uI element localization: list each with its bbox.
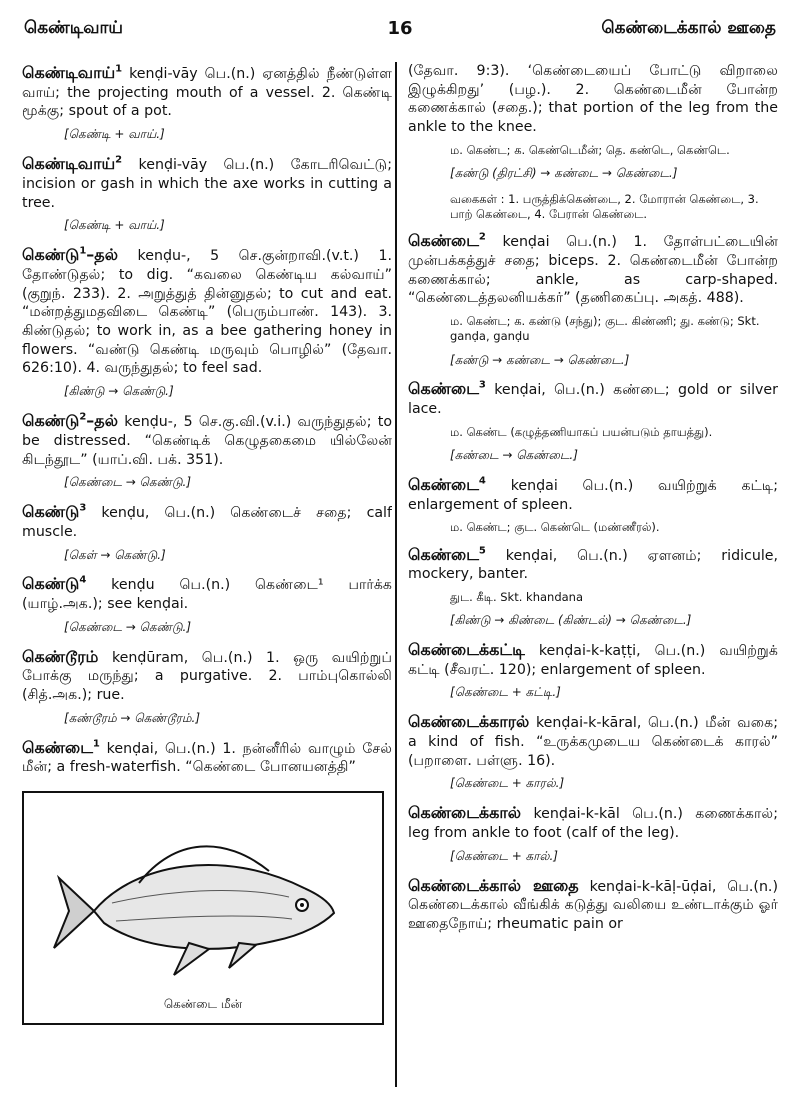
header-right-guideword: கெண்டைக்கால் ஊதை [601,18,776,38]
entry-superscript: 2 [79,411,87,423]
dictionary-entry [22,737,392,777]
entry-etymology: [கண்டு → கண்டை → கெண்டை.] [450,352,630,367]
entry-definition: kenḍi-vāy பெ.(n.) கோடரிவெட்டு; incision or gash in which the axe works in cutting a tree. [22,157,392,211]
entry-etymology: [கெள் → கெண்டு.] [64,547,166,562]
entry-etymology: [கெண்டி + வாய்.] [64,218,165,233]
entry-superscript: 1 [115,63,123,75]
entry-headword: கெண்டை$^2$ [408,231,486,251]
entry-etymology: [கண்டூரம் → கெண்டூரம்.] [64,710,201,725]
page-header [24,18,776,50]
entry-superscript: 2 [115,154,123,166]
entry-headword: கெண்டைக்கால் [408,803,522,823]
entry-definition: kenḍu-, 5 செ.குன்றாவி.(v.t.) 1. தோண்டுதல்; to dig. “கவலை கெண்டிய கல்வாய்” (குறுந். 233). 2. அறுத்துத் தின்னுதல்; to cut and eat. “மன்றத்துமதவிடை கெண்டி” (பெரும்பாண். 143). 3. கிண்டுதல்; to work in, as a bee gathering honey in flowers. “வண்டு கெண்டி மருவும் பொழில்” (தேவா. 626:10). 4. வருந்துதல்; to feel sad. [22,248,392,377]
entry-cognates: ம. கெண்ட; க. கெண்டெமீன்; தெ. கண்டெ, கெண்டெ. [450,142,730,157]
entry-etymology: [கண்டு (திரட்சி) → கண்டை → கெண்டை.] [450,166,678,181]
dictionary-entry [408,875,778,934]
dictionary-entry [408,474,778,514]
entry-etymology: [கிண்டு → கெண்டு.] [64,384,174,399]
entry-headword: கெண்டை$^5$ [408,544,486,564]
fish-figure [22,791,384,1025]
entry-cognates: ம. கெண்ட; குட. கெண்டெ (மண்ணீரல்). [450,520,660,535]
entry-suffix: –தல் [86,245,118,265]
entry-superscript: 1 [92,738,100,750]
dictionary-entry [22,573,392,613]
entry-etymology: [கெண்டை → கெண்டு.] [64,619,192,634]
entry-etymology: [கெண்டை + காரல்.] [450,776,565,791]
entry-definition: kenḍai-k-kāḷ-ūḍai, பெ.(n.) கெண்டைக்கால் வீங்கிக் கடுத்து வலியை உண்டாக்கும் ஓர் ஊதைநோய்; rheumatic pain or [408,878,778,933]
entry-definition: kenḍai-k-kaṭṭi, பெ.(n.) வயிற்றுக் கட்டி (சீவரட். 120); enlargement of spleen. [408,642,778,678]
dictionary-entry [408,802,778,842]
dictionary-entry [22,153,392,212]
entry-suffix: –தல் [86,411,118,431]
entry-headword: கெண்டு$^4$ [22,574,87,594]
entry-definition: kenḍai, பெ.(n.) ஏளனம்; ridicule, mockery, banter. [408,547,778,583]
entry-etymology: [கெண்டை → கெண்டு.] [64,475,192,490]
entry-etymology: [கெண்டை + கால்.] [450,848,558,863]
entry-headword: கெண்டு$^3$ [22,502,87,522]
entry-definition: kenḍūram, பெ.(n.) 1. ஒரு வயிற்றுப் போக்கு மருந்து; a purgative. 2. பாம்புகொல்லி (சித்.அக.); rue. [22,649,392,704]
entry-headword: கெண்டைக்கால் ஊதை [408,875,579,895]
entry-headword: கெண்டிவாய்$^2$ [22,154,123,174]
dictionary-entry [408,544,778,584]
page-number: 16 [387,18,413,39]
entry-headword: கெண்டை$^3$ [408,379,486,399]
entry-definition: kenḍai-k-kāral, பெ.(n.) மீன் வகை; a kind of fish. “உருக்கமுடைய கெண்டைக் காரல்” (பறாளை. பள்ளு. 16). [408,715,778,769]
dictionary-entry [22,410,392,469]
entry-superscript: 4 [478,475,486,487]
entry-headword: கெண்டு$^2$ [22,411,87,431]
dictionary-entry [22,244,392,378]
entry-superscript: 4 [79,575,87,587]
dictionary-entry [22,62,392,121]
entry-etymology: [கெண்டி + வாய்.] [64,127,165,142]
entry-superscript: 1 [79,245,87,257]
entry-definition: kenḍai, பெ.(n.) கண்டை; gold or silver lace. [408,382,778,418]
dictionary-entry [408,711,778,770]
entry-etymology: [கண்டை → கெண்டை.] [450,448,578,463]
entry-superscript: 2 [478,231,486,243]
left-column [22,62,392,1092]
entry-definition: kenḍai பெ.(n.) வயிற்றுக் கட்டி; enlargement of spleen. [408,477,778,513]
entry-definition: kenḍai, பெ.(n.) 1. நன்னீரில் வாழும் சேல் மீன்; a fresh-waterfish. “கெண்டை போனயனத்தி” [22,740,392,776]
entry-definition: (தேவா. 9:3). ‘கெண்டையைப் போட்டு விறாலை இழுக்கிறது’ (பழ.). 2. கெண்டைமீன் போன்ற கணைக்கால் (சதை.); that portion of the leg from the ankle to the knee. [408,63,778,136]
entry-superscript: 3 [79,502,87,514]
entry-headword: கெண்டூரம் [22,646,99,666]
entry-cognates: ம. கெண்ட; க. கண்டு (சந்து); குட. கிண்ணி; து. கண்டு; Skt. ganḍa, ganḍu [450,314,760,344]
entry-superscript: 3 [478,380,486,392]
entry-varieties-note: வகைகள் : 1. பருத்திக்கெண்டை, 2. மோரான் கெண்டை, 3. பாற் கெண்டை, 4. பேரான் கெண்டை. [450,191,759,222]
dictionary-entry [408,62,778,137]
entry-headword: கெண்டைக்காரல் [408,712,530,732]
entry-definition: kenḍai-k-kāl பெ.(n.) கணைக்கால்; leg from ankle to foot (calf of the leg). [408,806,778,842]
entry-etymology: [கெண்டை + கட்டி.] [450,685,561,700]
entry-definition: kenḍi-vāy பெ.(n.) ஏனத்தில் நீண்டுள்ள வாய்; the projecting mouth of a vessel. 2. கெண்டி மூக்கு; spout of a pot. [22,66,392,120]
entry-definition: kenḍu-, 5 செ.கு.வி.(v.i.) வருந்துதல்; to be distressed. “கெண்டிக் கெழுதகைமை யில்லேன் கிடந்தூட” (யாப்.வி. பக். 351). [22,414,392,468]
entry-headword: கெண்டிவாய்$^1$ [22,63,123,82]
entry-definition: kenḍu பெ.(n.) கெண்டை¹ பார்க்க (யாழ்.அக.); see kenḍai. [22,577,392,613]
entry-cognates: துட. கீடி. Skt. khandana [450,589,584,604]
right-column [408,62,778,1092]
figure-caption: கெண்டை மீன் [163,997,243,1012]
header-left-guideword: கெண்டிவாய் [24,18,123,38]
entry-headword: கெண்டை$^4$ [408,474,486,494]
entry-headword: கெண்டைக்கட்டி [408,639,525,659]
entry-headword: கெண்டை$^1$ [22,737,100,757]
dictionary-entry [408,378,778,418]
entry-definition: kenḍai பெ.(n.) 1. தோள்பட்டையின் முன்பக்கத்துச் சதை; biceps. 2. கெண்டைமீன் போன்ற கணைக்கால்; ankle, as carp-shaped. “கெண்டைத்தலனியக்கர்” (தணிகைப்பு. அகத். 488). [408,234,778,307]
entry-superscript: 5 [478,545,486,557]
dictionary-entry [408,230,778,308]
entry-cognates: ம. கெண்ட (கழுத்தணியாகப் பயன்படும் தாயத்து). [450,424,713,439]
entry-etymology: [கிண்டு → கிண்டை (கிண்டல்) → கெண்டை.] [450,613,692,628]
entry-definition: kenḍu, பெ.(n.) கெண்டைச் சதை; calf muscle. [22,505,392,540]
dictionary-entry [22,646,392,705]
dictionary-entry [22,501,392,541]
entry-headword: கெண்டு$^1$ [22,245,87,265]
dictionary-entry [408,639,778,679]
column-divider [395,62,397,1087]
carp-fish-illustration-icon [24,793,378,1019]
